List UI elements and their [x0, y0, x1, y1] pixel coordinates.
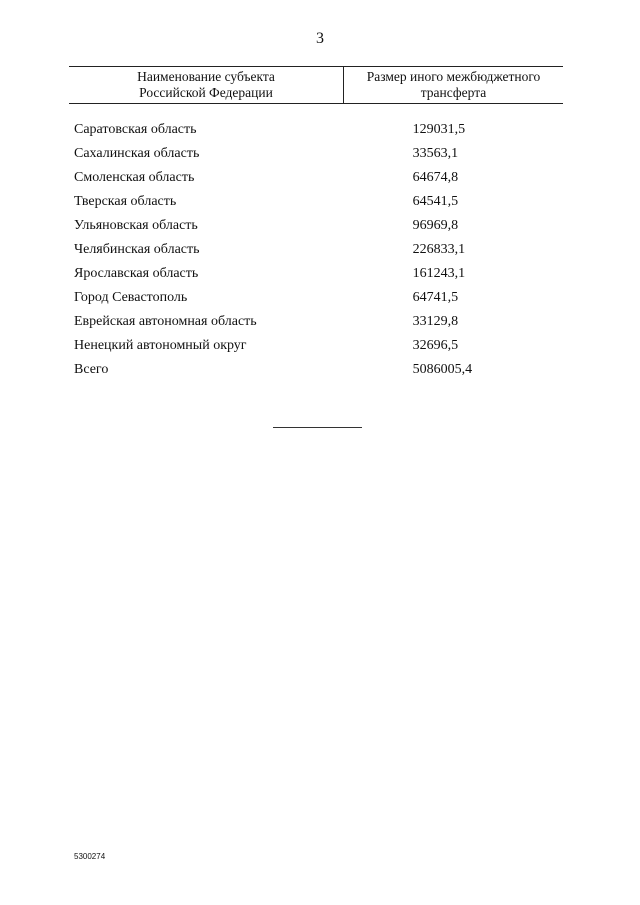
row-subject-name: Город Севастополь	[74, 290, 188, 305]
row-subject-name: Смоленская область	[74, 170, 195, 185]
row-transfer-amount: 161243,1	[412, 266, 466, 281]
row-subject-name: Тверская область	[74, 194, 177, 209]
row-transfer-amount: 129031,5	[412, 122, 466, 137]
table-row	[74, 120, 554, 144]
row-subject-name: Ярославская область	[74, 266, 199, 281]
column-header-subject: Наименование субъекта Российской Федерации	[69, 67, 344, 103]
row-subject-name: Сахалинская область	[74, 146, 200, 161]
page-number: 3	[316, 30, 324, 47]
table-row-total	[74, 360, 554, 384]
table-row	[74, 192, 554, 216]
row-transfer-amount: 64674,8	[412, 170, 459, 185]
row-transfer-amount: 33563,1	[412, 146, 459, 161]
row-subject-name: Челябинская область	[74, 242, 200, 257]
row-transfer-amount: 33129,8	[412, 314, 459, 329]
table-row	[74, 168, 554, 192]
table-row	[74, 240, 554, 264]
column-header-transfer: Размер иного межбюджетного трансферта	[366, 69, 541, 100]
row-transfer-amount: 32696,5	[412, 338, 459, 353]
row-transfer-amount: 64741,5	[412, 290, 459, 305]
table-row	[74, 144, 554, 168]
table-row	[74, 312, 554, 336]
row-transfer-amount: 226833,1	[412, 242, 466, 257]
table-header	[69, 66, 563, 104]
table-row	[74, 216, 554, 240]
row-subject-name: Всего	[74, 362, 109, 377]
table-row	[74, 336, 554, 360]
row-subject-name: Ульяновская область	[74, 218, 198, 233]
row-transfer-amount: 64541,5	[412, 194, 459, 209]
row-subject-name: Ненецкий автономный округ	[74, 338, 247, 353]
table-row	[74, 288, 554, 312]
table-row	[74, 264, 554, 288]
table-body	[74, 120, 554, 384]
row-subject-name: Саратовская область	[74, 122, 197, 137]
end-divider	[273, 427, 362, 428]
document-code: 5300274	[74, 852, 106, 861]
row-transfer-amount: 5086005,4	[412, 362, 473, 377]
row-subject-name: Еврейская автономная область	[74, 314, 257, 329]
row-transfer-amount: 96969,8	[412, 218, 459, 233]
